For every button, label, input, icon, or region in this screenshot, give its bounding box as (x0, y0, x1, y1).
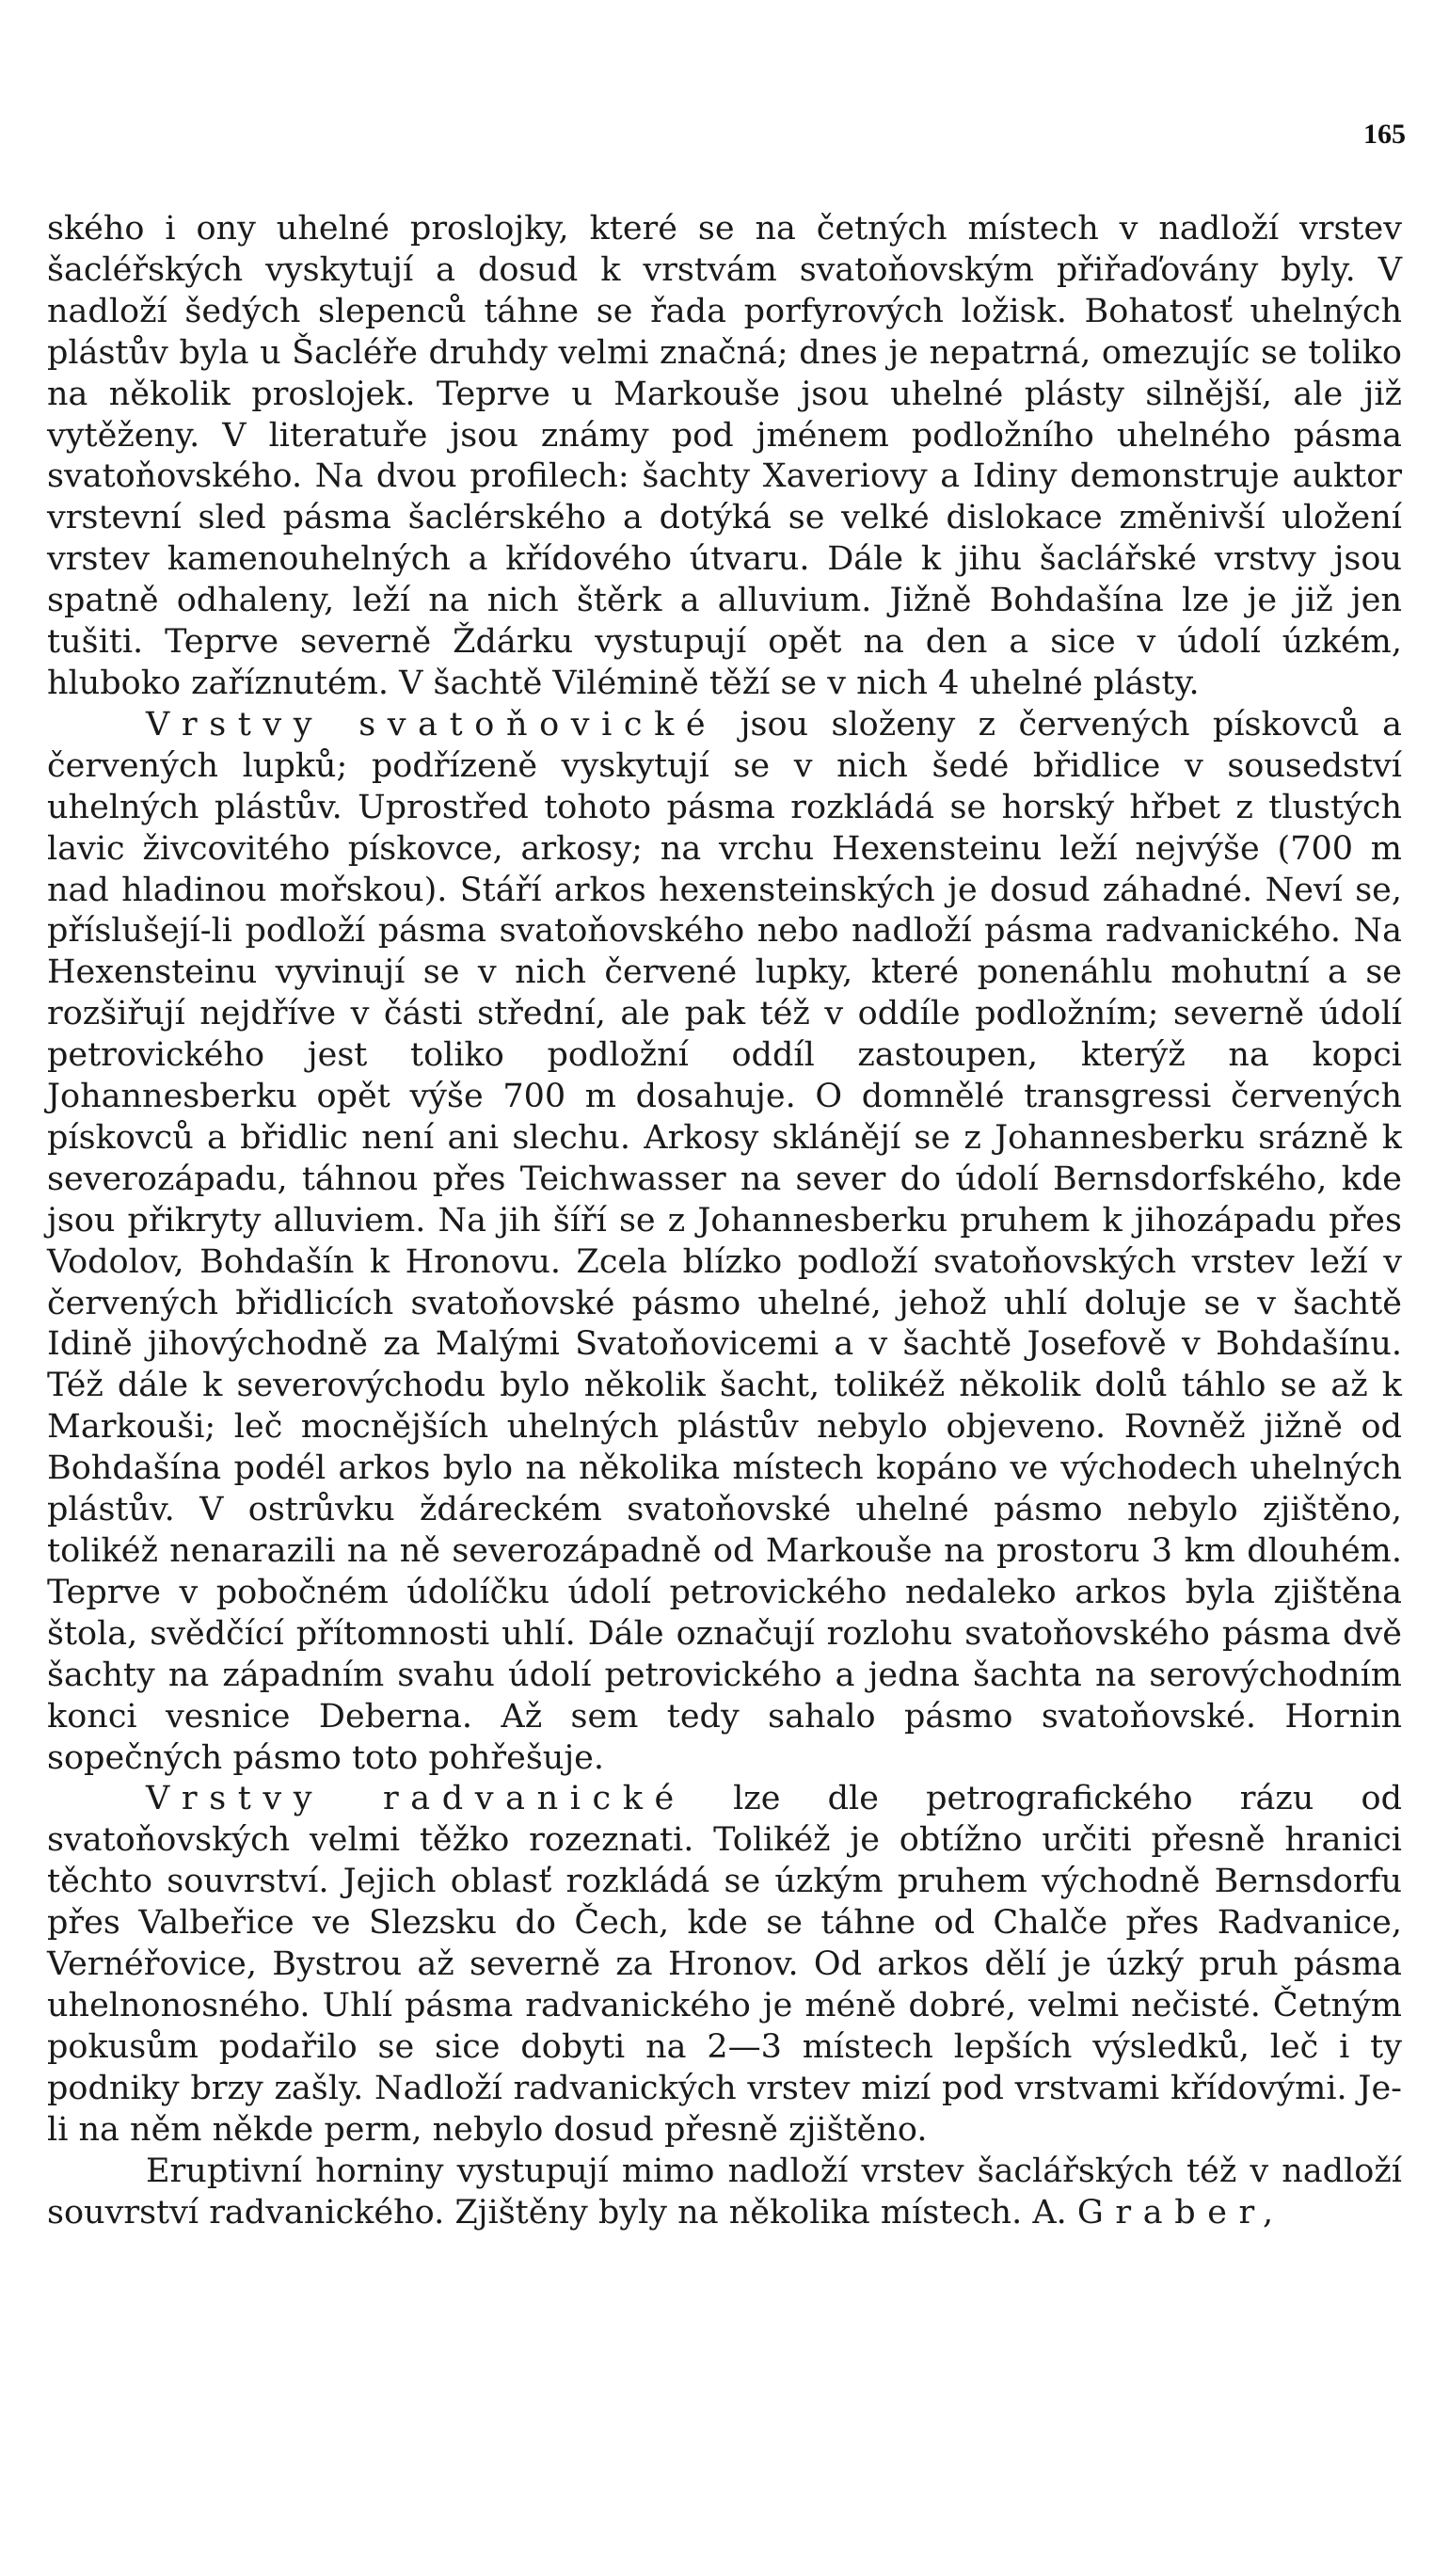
spaced-heading: Vrstvy svatoňovické (146, 705, 718, 744)
paragraph-text: jsou složeny z červených pískovců a červených lupků; podřízeně vyskytují se v nich šedé břidlice v sousedství uhelných plástův. Uprostřed tohoto pásma rozkládá se horský hřbet z tlustých lavic živcovitého pískovce, arkosy; na vrchu Hexensteinu leží nejvýše (700 m nad hladinou mořskou). Stáří arkos hexensteinských je dosud záhadné. Neví se, příslušejí-li podloží pásma svatoňovského nebo nadloží pásma radvanického. Na Hexensteinu vyvinují se v nich červené lupky, které ponenáhlu mohutní a se rozšiřují nejdříve v části střední, ale pak též v oddíle podložním; severně údolí petrovického jest toliko podložní oddíl zastoupen, kterýž na kopci Johannesberku opět výše 700 m dosahuje. O domnělé transgressi červených pískovců a břidlic není ani slechu. Arkosy sklánějí se z Johannesberku srázně k severozápadu, táhnou přes Teichwasser na sever do údolí Bernsdorfského, kde jsou přikryty alluviem. Na jih šíří se z Johannesberku pruhem k jihozápadu přes Vodolov, Bohdašín k Hronovu. Zcela blízko podloží svatoňovských vrstev leží v červených břidlicích svatoňovské pásmo uhelné, jehož uhlí doluje se v šachtě Idině jihovýchodně za Malými Svatoňovicemi a v šachtě Josefově v Bohdašínu. Též dále k severovýchodu bylo několik šacht, tolikéž několik dolů táhlo se až k Markouši; leč mocnějších uhelných plástův nebylo objeveno. Rovněž jižně od Bohdašína podél arkos bylo na několika místech kopáno ve východech uhelných plástův. V ostrůvku ždáreckém svatoňovské uhelné pásmo nebylo zjištěno, tolikéž nenarazili na ně severozápadně od Markouše na prostoru 3 km dlouhém. Teprve v pobočném údolíčku údolí petrovického nedaleko arkos byla zjištěna štola, svědčící přítomnosti uhlí. Dále označují rozlohu svatoňovského pásma dvě šachty na západním svahu údolí petrovického a jedna šachta na serovýchodním konci vesnice Deberna. Až sem tedy sahalo pásmo svatoňovské. Hornin sopečných pásmo toto pohřešuje. (47, 705, 1402, 1777)
paragraph-2 (47, 705, 1402, 1780)
paragraph-text: Eruptivní horniny vystupují mimo nadloží vrstev šaclářských též v nadloží souvrství radvanického. Zjištěny byly na několika místech. A. (47, 2152, 1402, 2232)
paragraph-4 (47, 2152, 1402, 2234)
paragraph-3 (47, 1779, 1402, 2151)
paragraph-1 (47, 209, 1402, 705)
page-number: 165 (1363, 119, 1406, 150)
paragraph-text: lze dle petrografického rázu od svatoňovských velmi těžko rozeznati. Tolikéž je obtížno určiti přesně hranici těchto souvrství. Jejich oblasť rozkládá se úzkým pruhem východně Bernsdorfu přes Valbeřice ve Slezsku do Čech, kde se táhne od Chalče přes Radvanice, Vernéřovice, Bystrou až severně za Hronov. Od arkos dělí je úzký pruh pásma uhelnonosného. Uhlí pásma radvanického je méně dobré, velmi nečisté. Četným pokusům podařilo se sice dobyti na 2—3 místech lepších výsledků, leč i ty podniky brzy zašly. Nadloží radvanických vrstev mizí pod vrstvami křídovými. Je-li na něm někde perm, nebylo dosud přesně zjištěno. (47, 1780, 1402, 2149)
body-text (47, 209, 1402, 2233)
paragraph-text: ského i ony uhelné proslojky, které se na četných místech v nadloží vrstev šacléřských vyskytují a dosud k vrstvám svatoňovským přiřaďovány byly. V nadloží šedých slepenců táhne se řada porfyrových ložisk. Bohatosť uhelných plástův byla u Šacléře druhdy velmi značná; dnes je nepatrná, omezujíc se toliko na několik proslojek. Teprve u Markouše jsou uhelné plásty silnější, ale již vytěženy. V literatuře jsou známy pod jménem podložního uhelného pásma svatoňovského. Na dvou profilech: šachty Xaveriovy a Idiny demonstruje auktor vrstevní sled pásma šaclérského a dotýká se velké dislokace změnivší uložení vrstev kamenouhelných a křídového útvaru. Dále k jihu šaclářské vrstvy jsou spatně odhaleny, leží na nich štěrk a alluvium. Jižně Bohdašína lze je již jen tušiti. Teprve severně Ždárku vystupují opět na den a sice v údolí úzkém, hluboko zaříznutém. V šachtě Vilémině těží se v nich 4 uhelné plásty. (47, 210, 1402, 702)
author-name: Graber, (1076, 2193, 1285, 2232)
spaced-heading: Vrstvy radvanické (146, 1780, 686, 1818)
